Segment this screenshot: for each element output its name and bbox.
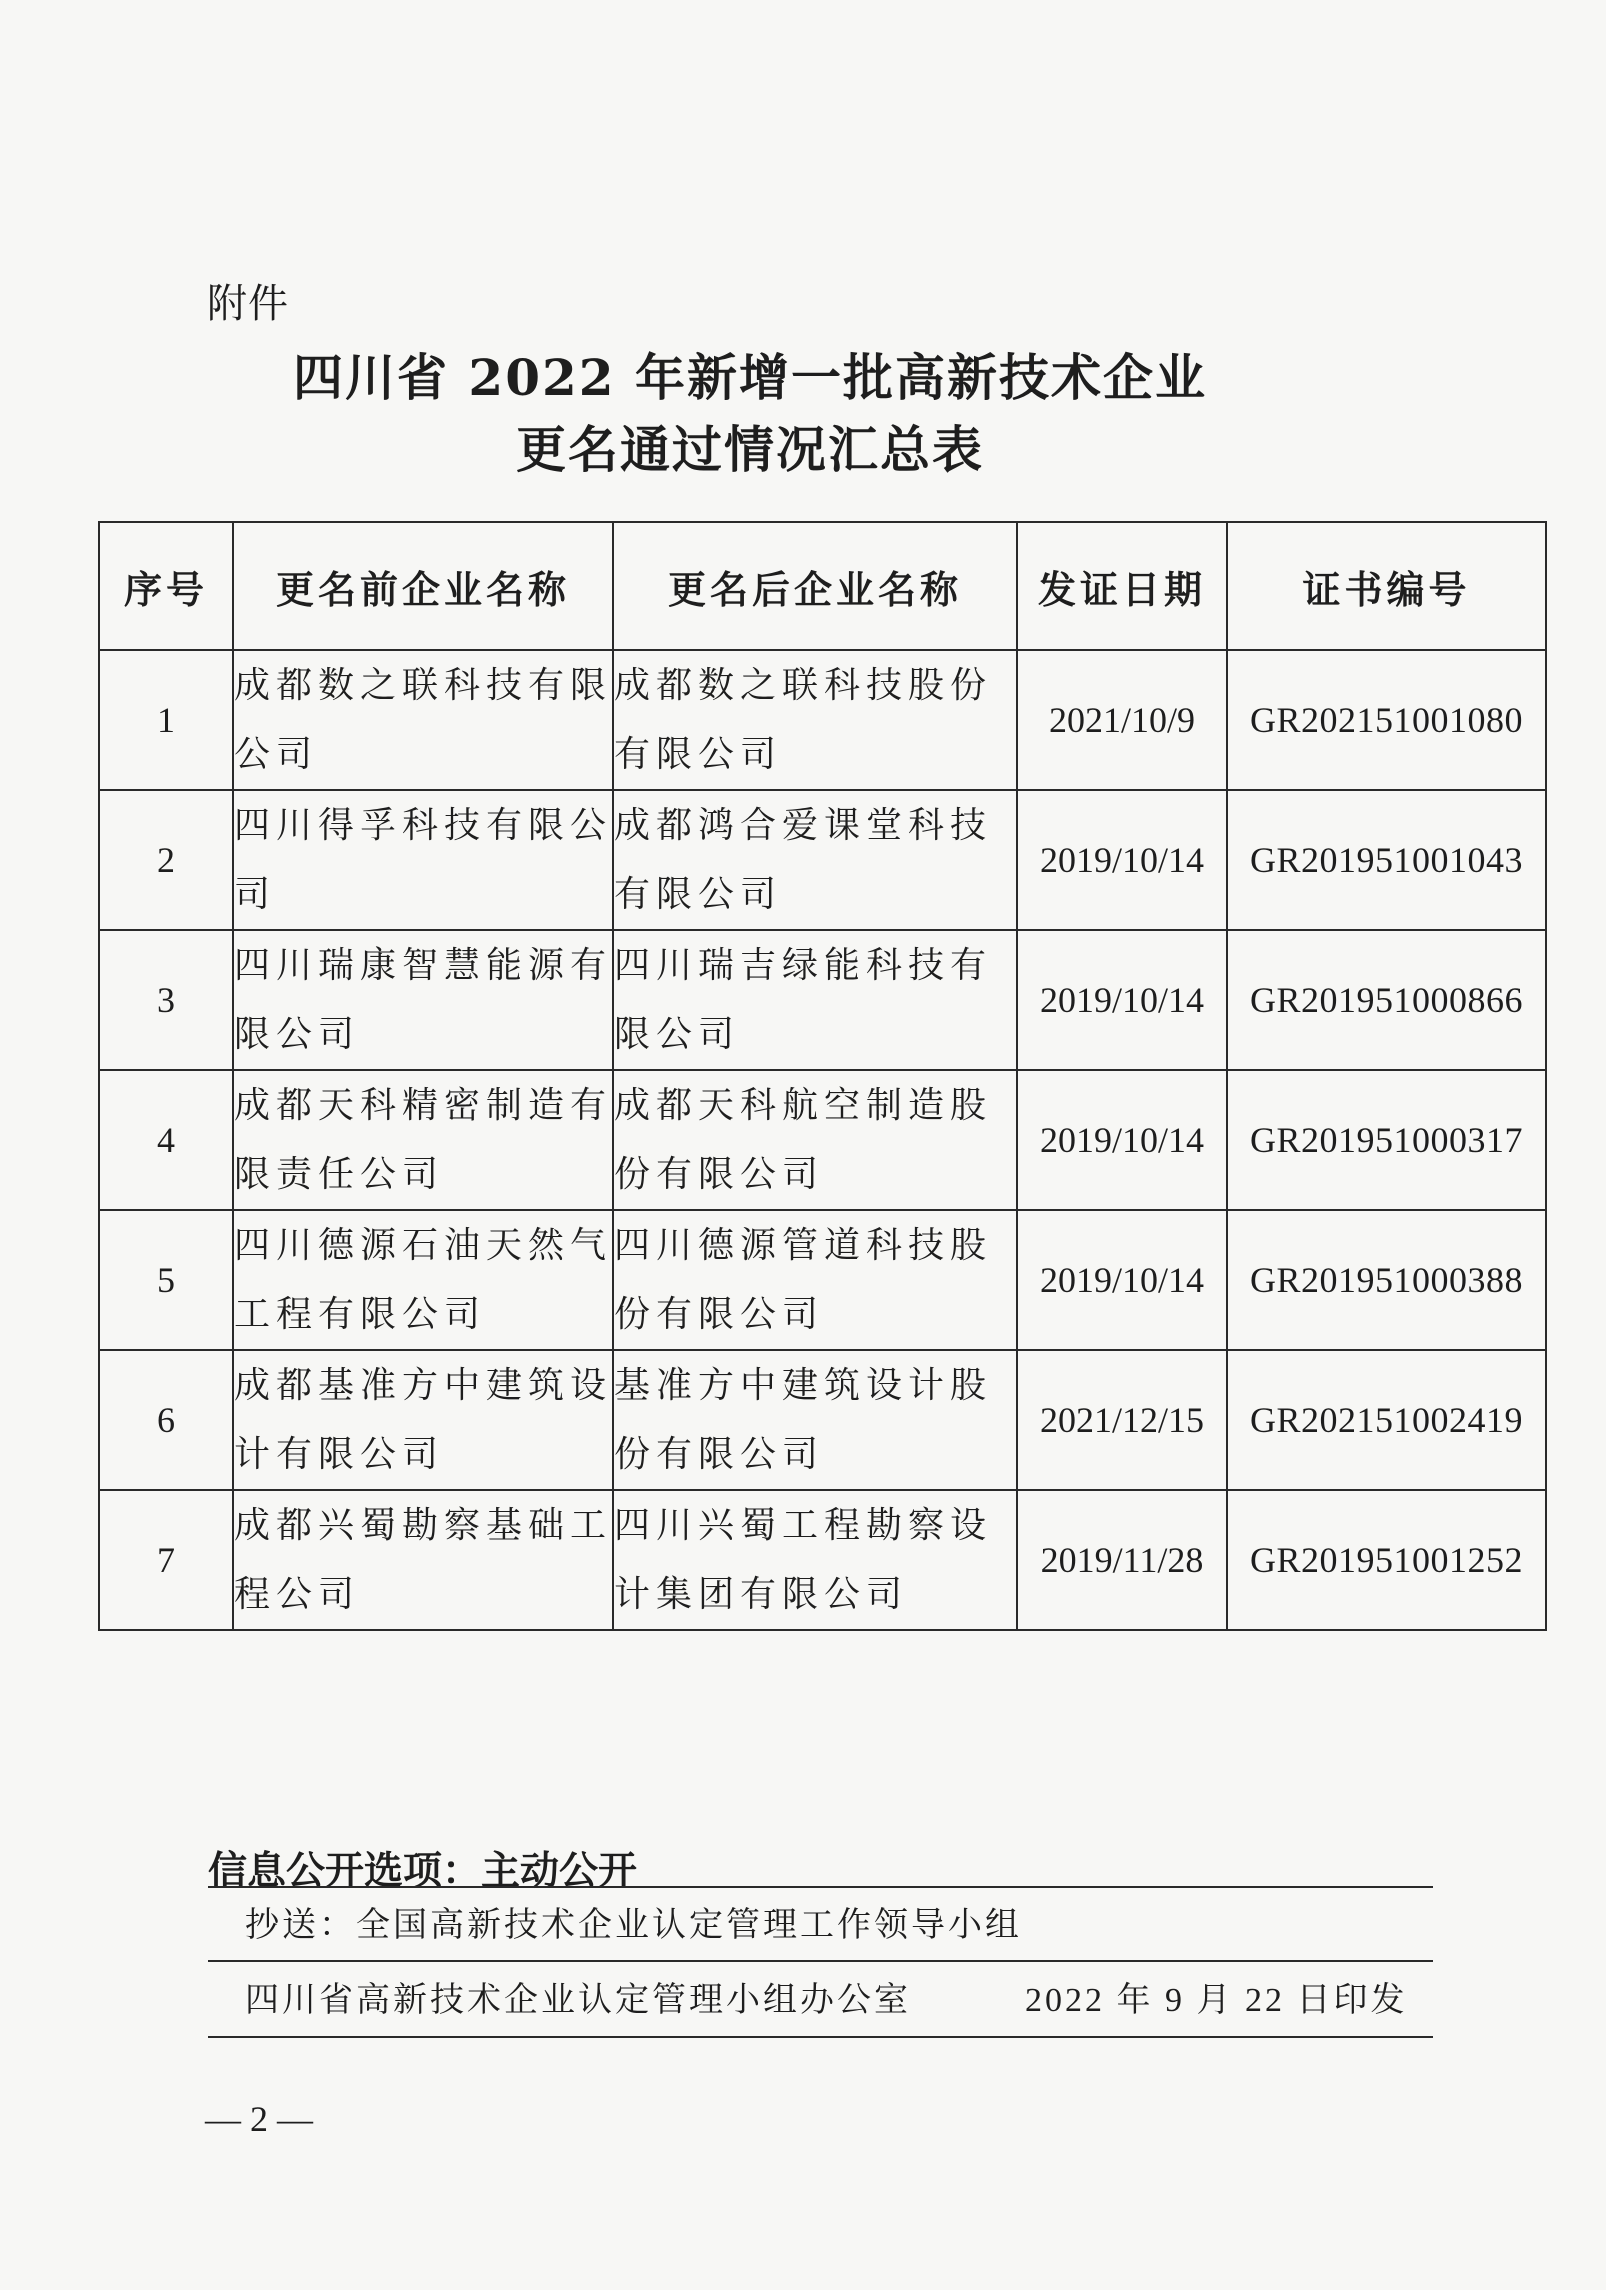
row-name-before: 四川德源石油天然气工程有限公司 — [233, 1210, 613, 1350]
row-certificate-number: GR201951000866 — [1227, 930, 1546, 1070]
row-name-after: 基准方中建筑设计股份有限公司 — [613, 1350, 1017, 1490]
table-row — [99, 790, 1546, 930]
header-issue-date: 发证日期 — [1017, 522, 1227, 650]
document-title-line1: 四川省 2022 年新增一批高新技术企业 — [293, 348, 1207, 407]
header-name-after: 更名后企业名称 — [613, 522, 1017, 650]
row-certificate-number: GR201951001252 — [1227, 1490, 1546, 1630]
row-name-before: 成都天科精密制造有限责任公司 — [233, 1070, 613, 1210]
table-header-row — [99, 522, 1546, 650]
row-serial: 5 — [99, 1210, 233, 1350]
header-name-before: 更名前企业名称 — [233, 522, 613, 650]
attachment-label: 附件 — [207, 281, 289, 327]
row-name-after: 四川瑞吉绿能科技有限公司 — [613, 930, 1017, 1070]
table-row — [99, 930, 1546, 1070]
row-certificate-number: GR202151002419 — [1227, 1350, 1546, 1490]
row-serial: 2 — [99, 790, 233, 930]
table-row — [99, 1070, 1546, 1210]
row-name-before: 成都数之联科技有限公司 — [233, 650, 613, 790]
table-row — [99, 1490, 1546, 1630]
disclosure-option: 信息公开选项：主动公开 — [208, 1849, 638, 1894]
row-name-before: 四川瑞康智慧能源有限公司 — [233, 930, 613, 1070]
table-row — [99, 650, 1546, 790]
header-certificate-number: 证书编号 — [1227, 522, 1546, 650]
row-issue-date: 2019/10/14 — [1017, 1070, 1227, 1210]
row-serial: 1 — [99, 650, 233, 790]
table-row — [99, 1210, 1546, 1350]
page-number: — 2 — — [205, 2099, 313, 2139]
row-certificate-number: GR201951001043 — [1227, 790, 1546, 930]
row-name-after: 成都鸿合爱课堂科技有限公司 — [613, 790, 1017, 930]
row-issue-date: 2019/10/14 — [1017, 790, 1227, 930]
header-serial: 序号 — [99, 522, 233, 650]
cc-recipients: 抄送：全国高新技术企业认定管理工作领导小组 — [245, 1905, 1022, 1945]
divider-line — [208, 2036, 1433, 2038]
row-issue-date: 2019/11/28 — [1017, 1490, 1227, 1630]
row-issue-date: 2021/10/9 — [1017, 650, 1227, 790]
row-serial: 7 — [99, 1490, 233, 1630]
row-certificate-number: GR201951000388 — [1227, 1210, 1546, 1350]
row-name-before: 成都基准方中建筑设计有限公司 — [233, 1350, 613, 1490]
row-name-before: 四川得孚科技有限公司 — [233, 790, 613, 930]
row-name-before: 成都兴蜀勘察基础工程公司 — [233, 1490, 613, 1630]
row-certificate-number: GR202151001080 — [1227, 650, 1546, 790]
row-issue-date: 2021/12/15 — [1017, 1350, 1227, 1490]
row-serial: 4 — [99, 1070, 233, 1210]
row-serial: 6 — [99, 1350, 233, 1490]
issuing-office: 四川省高新技术企业认定管理小组办公室 — [245, 1980, 911, 2020]
row-name-after: 四川德源管道科技股份有限公司 — [613, 1210, 1017, 1350]
divider-line — [208, 1886, 1433, 1888]
print-date: 2022 年 9 月 22 日印发 — [1025, 1982, 1408, 2019]
document-title-line2: 更名通过情况汇总表 — [516, 420, 984, 479]
row-issue-date: 2019/10/14 — [1017, 930, 1227, 1070]
row-certificate-number: GR201951000317 — [1227, 1070, 1546, 1210]
row-name-after: 四川兴蜀工程勘察设计集团有限公司 — [613, 1490, 1017, 1630]
row-serial: 3 — [99, 930, 233, 1070]
row-name-after: 成都天科航空制造股份有限公司 — [613, 1070, 1017, 1210]
divider-line — [208, 1960, 1433, 1962]
table-row — [99, 1350, 1546, 1490]
row-issue-date: 2019/10/14 — [1017, 1210, 1227, 1350]
rename-summary-table — [98, 521, 1547, 1631]
row-name-after: 成都数之联科技股份有限公司 — [613, 650, 1017, 790]
